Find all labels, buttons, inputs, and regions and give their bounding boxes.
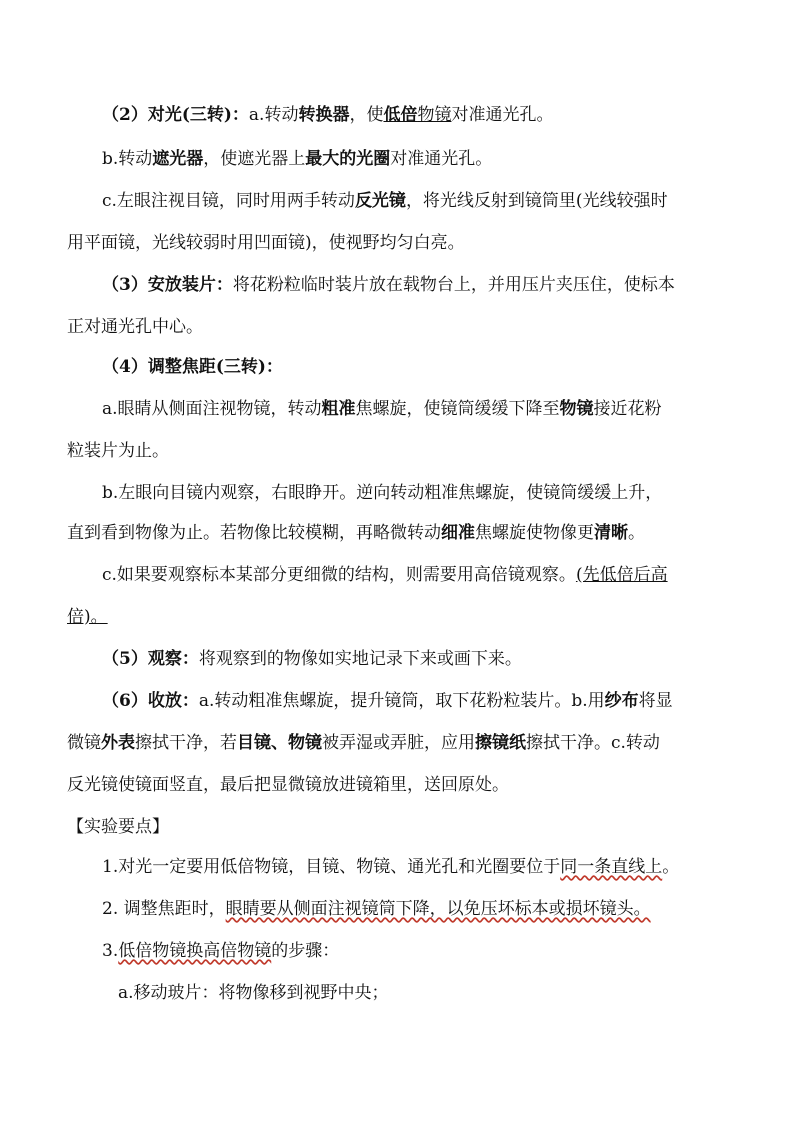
- text-span: 对准通光孔。: [451, 105, 554, 125]
- text-wavy-underline: 低倍物镜换高倍物镜: [118, 941, 272, 961]
- text-span: 将观察到的物像如实地记录下来或画下来。: [198, 649, 522, 669]
- text-bold: 纱布: [604, 691, 639, 711]
- para-6-line-1: [102, 690, 794, 712]
- text-span: 。: [628, 523, 645, 543]
- para-4c-line-2: [67, 606, 794, 628]
- section-title: [67, 816, 794, 838]
- text-bold: 物镜: [559, 399, 594, 419]
- text-bold-underline: 低倍: [383, 105, 418, 125]
- text-span: 正对通光孔中心。: [67, 317, 203, 337]
- para-3-line-1: [102, 274, 794, 296]
- key-point-1: [102, 856, 794, 878]
- para-2-line: [102, 104, 794, 126]
- para-4-label: （4）调整焦距(三转)：: [102, 357, 283, 377]
- text-span: 用平面镜，光线较弱时用凹面镜)，使视野均匀白亮。: [67, 233, 465, 253]
- text-underline: 倍)。: [67, 607, 108, 627]
- text-span: a.转动: [248, 105, 299, 125]
- text-span: 粒装片为止。: [67, 441, 169, 461]
- text-span: 将花粉粒临时装片放在载物台上，并用压片夹压住，使标本: [232, 275, 675, 295]
- text-span: ，将光线反射到镜筒里(光线较强时: [405, 191, 668, 211]
- text-span: 的步骤：: [271, 941, 340, 961]
- text-bold: 反光镜: [354, 191, 406, 211]
- para-3-line-2: [67, 316, 794, 338]
- para-2b-line: [102, 148, 794, 170]
- text-span: 焦螺旋使物像更: [475, 523, 594, 543]
- text-span: b.左眼向目镜内观察，右眼睁开。逆向转动粗准焦螺旋，使镜筒缓缓上升，: [102, 483, 663, 503]
- text-underline: 物镜: [417, 105, 452, 125]
- para-2c-line-2: [67, 232, 794, 254]
- text-span: ，使: [349, 105, 384, 125]
- text-span: 微镜: [67, 733, 101, 753]
- para-6-label: （6）收放：: [102, 691, 199, 711]
- text-bold: 遮光器: [152, 149, 204, 169]
- para-4b-line-1: [102, 482, 794, 504]
- text-bold: 粗准: [321, 399, 356, 419]
- text-span: 接近花粉: [593, 399, 662, 419]
- text-span: 1.对光一定要用低倍物镜，目镜、物镜、通光孔和光圈要位于: [102, 857, 561, 877]
- text-span: 擦拭干净，若: [135, 733, 237, 753]
- text-bold: 转换器: [298, 105, 350, 125]
- para-6-line-3: [67, 774, 794, 796]
- text-span: a.移动玻片：将物像移到视野中央；: [118, 983, 389, 1003]
- text-span: 焦螺旋，使镜筒缓缓下降至: [355, 399, 560, 419]
- para-2-label: （2）对光(三转)：: [102, 105, 249, 125]
- para-4a-line-2: [67, 440, 794, 462]
- text-underline: (先低倍后高: [575, 565, 668, 585]
- para-4b-line-2: [67, 522, 794, 544]
- text-span: 2. 调整焦距时，: [102, 899, 226, 919]
- text-span: 对准通光孔。: [390, 149, 493, 169]
- key-point-3: [102, 940, 794, 962]
- text-bold: 最大的光圈: [305, 149, 391, 169]
- para-5-label: （5）观察：: [102, 649, 199, 669]
- text-wavy-underline: 眼睛要从侧面注视镜筒下降，以免压坏标本或损坏镜头。: [225, 899, 651, 919]
- text-span: 反光镜使镜面竖直，最后把显微镜放进镜箱里，送回原处。: [67, 775, 509, 795]
- para-3-label: （3）安放装片：: [102, 275, 233, 295]
- section-title-text: 【实验要点】: [67, 817, 169, 837]
- para-5-line: [102, 648, 794, 670]
- text-wavy-underline: 同一条直线上: [560, 857, 663, 877]
- key-point-3a: [118, 982, 794, 1004]
- text-span: c.如果要观察标本某部分更细微的结构，则需要用高倍镜观察。: [102, 565, 576, 585]
- para-2c-line-1: [102, 190, 794, 212]
- text-bold: 外表: [101, 733, 135, 753]
- key-point-2: [102, 898, 794, 920]
- para-6-line-2: [67, 732, 794, 754]
- para-4-line: [102, 356, 794, 378]
- text-bold: 清晰: [594, 523, 628, 543]
- text-span: 将显: [638, 691, 673, 711]
- text-span: c.左眼注视目镜，同时用两手转动: [102, 191, 355, 211]
- text-span: 。: [662, 857, 680, 877]
- text-bold: 擦镜纸: [475, 733, 526, 753]
- text-bold: 目镜、物镜: [237, 733, 322, 753]
- para-4a-line-1: [102, 398, 794, 420]
- text-span: 直到看到物像为止。若物像比较模糊，再略微转动: [67, 523, 441, 543]
- text-span: 3.: [102, 941, 119, 961]
- text-span: ，使遮光器上: [203, 149, 306, 169]
- text-span: 擦拭干净。c.转动: [526, 733, 660, 753]
- para-4c-line-1: [102, 564, 794, 586]
- text-span: a.眼睛从侧面注视物镜，转动: [102, 399, 322, 419]
- text-bold: 细准: [441, 523, 475, 543]
- text-span: b.转动: [102, 149, 153, 169]
- text-span: a.转动粗准焦螺旋，提升镜筒，取下花粉粒装片。b.用: [198, 691, 605, 711]
- text-span: 被弄湿或弄脏，应用: [322, 733, 475, 753]
